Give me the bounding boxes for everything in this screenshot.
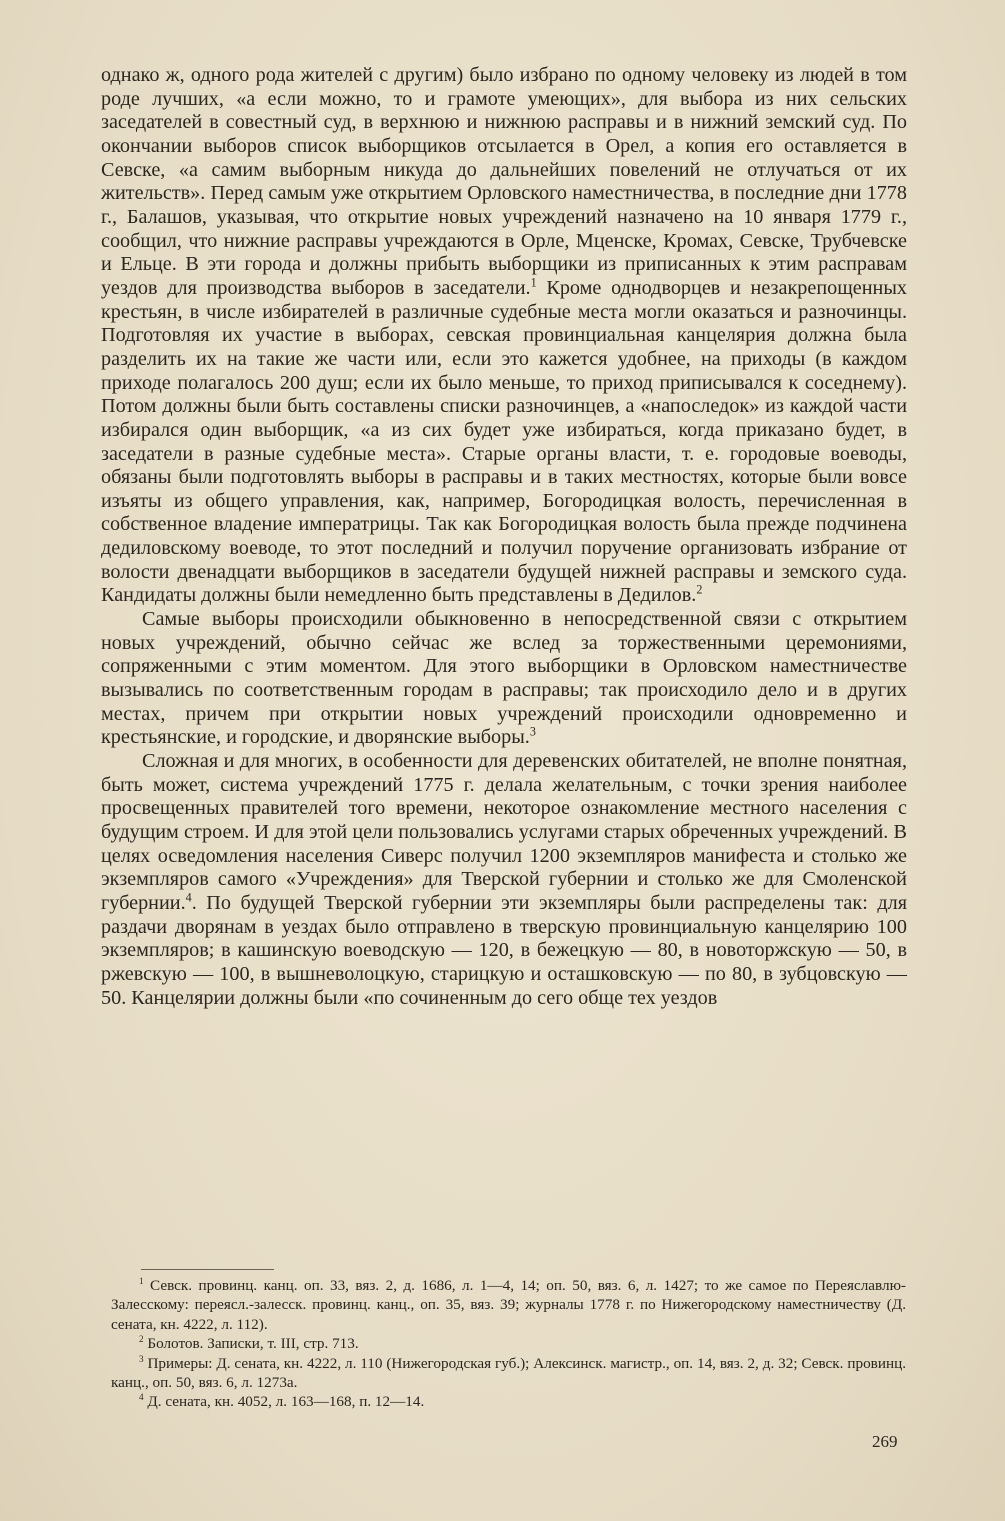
footnote-reference: 3	[529, 724, 536, 739]
paragraph-text: однако ж, одного рода жителей с другим) было избрано по одному человеку из людей в том роде лучших, «а если можно, то и грамоте умеющих», для выбора из них сельских заседателей в совестный суд, в верхнюю и нижнюю расправы и в нижний земский суд. По окончании выборов список выборщиков отсылается в Орел, а копия его оставляется в Севске, «а самим выборным никуда до дальнейших повелений не отлучаться от их жительств». Перед самым уже открытием Орловского наместничества, в последние дни 1778 г., Балашов, указывая, что открытие новых учреждений назначено на 10 января 1779 г., сообщил, что нижние расправы учреждаются в Орле, Мценске, Кромах, Севске, Трубчевске и Ельце. В эти города и должны прибыть выборщики из приписанных к этим расправам уездов для производства выборов в заседатели.	[101, 64, 907, 299]
paragraph-text: Сложная и для многих, в особенности для деревенских обитателей, не вполне понятная, быть может, система учреждений 1775 г. делала желательным, с точки зрения наиболее просвещенных правителей того времени, некоторое ознакомление местного населения с будущим строем. И для этой цели пользовались услугами старых обреченных учреждений. В целях осведомления населения Сиверс получил 1200 экземпляров манифеста и столько же экземпляров самого «Учреждения» для Тверской губернии и столько же для Смоленской губернии.	[101, 750, 907, 914]
footnote-marker: 2	[139, 1334, 144, 1345]
footnote-separator	[141, 1269, 274, 1270]
footnote-marker: 1	[139, 1275, 144, 1286]
footnote-reference: 4	[185, 890, 192, 905]
footnote-text: Болотов. Записки, т. III, стр. 713.	[147, 1335, 359, 1353]
footnote	[111, 1276, 906, 1334]
page-number: 269	[872, 1432, 898, 1451]
footnotes	[111, 1276, 906, 1412]
paragraph-text: Кроме однодворцев и незакрепощенных крестьян, в числе избирателей в различные судебные места могли оказаться и разночинцы. Подготовляя их участие в выборах, севская провинциальная канцелярия должна была разделить их на такие же части или, если это кажется удобнее, на приходы (в каждом приходе полагалось 200 душ; если их было меньше, то приход приписывался к соседнему). Потом должны были быть составлены списки разночинцев, а «напоследок» из каждой части избирался один выборщик, «а из сих будет уже избираться, когда приказано будет, в заседатели в разные судебные места». Старые органы власти, т. е. городовые воеводы, обязаны были подготовлять выборы в расправы и в таких местностях, которые были вовсе изъяты из общего управления, как, например, Богородицкая волость, перечисленная в собственное владение императрицы. Так как Богородицкая волость была прежде подчинена дедиловскому воеводе, то этот последний и получил поручение организовать избрание от волости двенадцати выборщиков в заседатели будущей нижней расправы и земского суда. Кандидаты должны были немедленно быть представлены в Дедилов.	[101, 276, 908, 607]
footnote-marker: 3	[139, 1353, 144, 1364]
footnote-reference: 1	[530, 275, 537, 290]
paragraph-text: Самые выборы происходили обыкновенно в непосредственной связи с открытием новых учреждений, обычно сейчас же вслед за торжественными церемониями, сопряженными с этим моментом. Для этого выборщики в Орловском наместничестве вызывались по соответственным городам в расправы; так происходило дело и в других местах, причем при открытии новых учреждений происходили одновременно и крестьянские, и городские, и дворянские выборы.	[101, 608, 907, 749]
main-text	[101, 64, 907, 1010]
footnote-reference: 2	[696, 582, 703, 597]
paragraph	[101, 608, 907, 750]
footnote-marker: 4	[139, 1392, 144, 1403]
paragraph	[101, 64, 907, 608]
footnote-text: Примеры: Д. сената, кн. 4222, л. 110 (Нижегородская губ.); Алексинск. магистр., оп. 14, вяз. 2, д. 32; Севск. провинц. канц., оп. 50, вяз. 6, л. 1273а.	[111, 1354, 907, 1392]
paragraph-text: . По будущей Тверской губернии эти экземпляры были распределены так: для раздачи дворянам в уездах было отправлено в тверскую провинциальную канцелярию 100 экземпляров; в кашинскую воеводскую — 120, в бежецкую — 80, в новоторжскую — 50, в ржевскую — 100, в вышневолоцкую, старицкую и осташковскую — по 80, в зубцовскую — 50. Канцелярии должны были «по сочиненным до сего обще тех уездов	[101, 891, 907, 1009]
footnote	[111, 1334, 906, 1353]
footnote	[111, 1392, 906, 1411]
footnote-text: Севск. провинц. канц. оп. 33, вяз. 2, д. 1686, л. 1—4, 14; оп. 50, вяз. 6, л. 1427; то же самое по Переяславлю-Залесскому: переясл.-залесск. провинц. канц., оп. 35, вяз. 39; журналы 1778 г. по Нижегородскому наместничеству (Д. сената, кн. 4222, л. 112).	[111, 1277, 906, 1333]
footnote-text: Д. сената, кн. 4052, л. 163—168, п. 12—14.	[147, 1393, 425, 1411]
footnote	[111, 1354, 906, 1393]
paragraph	[101, 750, 907, 1010]
